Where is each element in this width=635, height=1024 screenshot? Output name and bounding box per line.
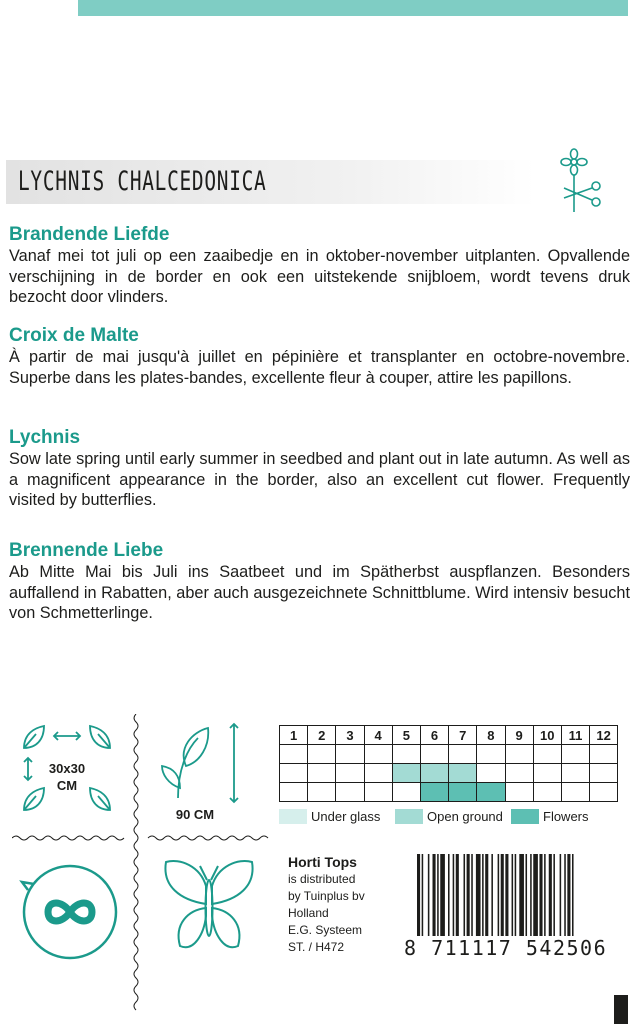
calendar-cell	[561, 745, 589, 764]
barcode-bar	[544, 854, 546, 936]
calendar-cell	[533, 745, 561, 764]
section-title: Lychnis	[9, 427, 81, 448]
distributor-line: Holland	[288, 906, 329, 920]
top-accent-bar	[78, 0, 628, 16]
section-text: À partir de mai jusqu'à juillet en pépinière et transplanter en octobre-novembre. Superbe dans les plates-bandes, excellente fleur à couper, attire les papillons.	[9, 348, 630, 387]
calendar-cell	[449, 764, 477, 783]
barcode-bar	[428, 854, 430, 936]
barcode-bar	[417, 854, 420, 936]
barcode-bar	[530, 854, 532, 936]
barcode-bar	[505, 854, 508, 936]
barcode-bar	[539, 854, 542, 936]
barcode-bar	[519, 854, 524, 936]
corner-mark	[614, 995, 628, 1024]
calendar-cell	[533, 783, 561, 802]
month-cell: 4	[364, 726, 392, 745]
perennial-infinity-icon	[18, 860, 122, 964]
calendar-cell	[364, 783, 392, 802]
latin-name: LYCHNIS CHALCEDONICA	[18, 166, 267, 197]
barcode-bar	[515, 854, 517, 936]
barcode-bar	[433, 854, 436, 936]
calendar-cell	[420, 783, 448, 802]
calendar-header-row	[280, 726, 618, 745]
barcode-bar	[553, 854, 555, 936]
barcode-bar	[533, 854, 538, 936]
section-text: Sow late spring until early summer in seedbed and plant out in late autumn. As well as a magnificent appearance in the border, also an excellent cut flower. Frequently visited by butterflies.	[9, 450, 630, 509]
plant-height-icon	[158, 718, 248, 813]
calendar-cell	[420, 745, 448, 764]
barcode-bar	[476, 854, 481, 936]
legend-label: Flowers	[543, 808, 589, 824]
calendar-cell	[420, 764, 448, 783]
spacing-label: 30x30 CM	[48, 761, 86, 793]
calendar-row	[280, 764, 618, 783]
month-cell: 2	[308, 726, 336, 745]
calendar-cell	[477, 764, 505, 783]
barcode-bar	[567, 854, 570, 936]
legend-label: Under glass	[311, 808, 381, 824]
calendar-cell	[308, 783, 336, 802]
calendar-cell	[590, 764, 618, 783]
month-cell: 8	[477, 726, 505, 745]
barcode-bar	[440, 854, 445, 936]
distributor-line: E.G. Systeem	[288, 923, 363, 937]
brand-name: Horti Tops	[288, 854, 357, 870]
barcode-bar	[485, 854, 488, 936]
month-cell: 5	[392, 726, 420, 745]
barcode-bar	[491, 854, 493, 936]
month-cell: 7	[449, 726, 477, 745]
month-cell: 9	[505, 726, 533, 745]
barcode-bar	[453, 854, 455, 936]
calendar-cell	[449, 745, 477, 764]
barcode-number: 8 711117 542506	[404, 936, 608, 960]
calendar-cell	[392, 764, 420, 783]
barcode-bar	[549, 854, 552, 936]
butterfly-icon	[160, 856, 258, 962]
barcode-bar	[467, 854, 470, 936]
barcode-bar	[512, 854, 514, 936]
calendar-row	[280, 745, 618, 764]
barcode-bar	[464, 854, 466, 936]
calendar-cell	[505, 783, 533, 802]
section-french	[9, 325, 630, 388]
month-cell: 12	[590, 726, 618, 745]
section-text: Vanaf mei tot juli op een zaaibedje en in oktober-november uitplanten. Opvallende verschijning in de border en ook een uitstekende snijbloem, wordt tevens druk bezocht door vlinders.	[9, 247, 630, 306]
barcode-bar	[471, 854, 473, 936]
calendar-cell	[336, 764, 364, 783]
height-label: 90 CM	[175, 807, 215, 822]
calendar-cell	[590, 783, 618, 802]
calendar-cell	[308, 764, 336, 783]
barcode-bar	[501, 854, 504, 936]
barcode-bar	[456, 854, 459, 936]
barcode-bar	[448, 854, 450, 936]
calendar-cell	[280, 783, 308, 802]
calendar-cell	[364, 745, 392, 764]
calendar-cell	[364, 764, 392, 783]
distributor-info	[288, 854, 365, 956]
section-german	[9, 540, 630, 624]
calendar-cell	[477, 783, 505, 802]
calendar-cell	[505, 745, 533, 764]
legend-swatch	[511, 809, 539, 824]
distributor-line: by Tuinplus bv	[288, 889, 365, 903]
month-cell: 10	[533, 726, 561, 745]
month-cell: 1	[280, 726, 308, 745]
legend-label: Open ground	[427, 808, 503, 824]
calendar-cell	[336, 783, 364, 802]
calendar-cell	[392, 745, 420, 764]
legend-swatch	[395, 809, 423, 824]
legend-under-glass	[279, 806, 380, 826]
flower-scissors-icon	[556, 148, 604, 216]
calendar-cell	[392, 783, 420, 802]
barcode-bar	[572, 854, 574, 936]
legend-flowers	[511, 806, 589, 826]
calendar-cell	[561, 764, 589, 783]
calendar-cell	[590, 745, 618, 764]
calendar-cell	[308, 745, 336, 764]
barcode-bar	[498, 854, 500, 936]
section-title: Brennende Liebe	[9, 540, 164, 561]
legend-open-ground	[395, 806, 503, 826]
legend-swatch	[279, 809, 307, 824]
calendar-cell	[505, 764, 533, 783]
month-cell: 3	[336, 726, 364, 745]
barcode-bar	[560, 854, 562, 936]
section-title: Croix de Malte	[9, 325, 139, 346]
month-cell: 11	[561, 726, 589, 745]
wavy-vertical-divider	[132, 714, 140, 1014]
calendar-cell	[477, 745, 505, 764]
section-title: Brandende Liefde	[9, 224, 170, 245]
barcode-bar	[564, 854, 566, 936]
calendar-cell	[280, 764, 308, 783]
section-english	[9, 427, 630, 511]
section-text: Ab Mitte Mai bis Juli ins Saatbeet und im Spätherbst auspflanzen. Besonders auffallend in Rabatten, aber auch ausgezeichnete Schnittblume. Wird intensiv besucht von Schmetterlinge.	[9, 563, 630, 622]
distributor-line: ST. / H472	[288, 940, 345, 954]
wavy-divider	[12, 833, 270, 843]
distributor-line: is distributed	[288, 872, 356, 886]
barcode-bar	[422, 854, 424, 936]
section-dutch	[9, 224, 630, 308]
calendar-cell	[561, 783, 589, 802]
calendar-cell	[449, 783, 477, 802]
calendar-row	[280, 783, 618, 802]
month-cell: 6	[420, 726, 448, 745]
barcode-bar	[482, 854, 484, 936]
barcode-bar	[437, 854, 439, 936]
calendar-cell	[280, 745, 308, 764]
barcode-bar	[526, 854, 528, 936]
calendar-cell	[533, 764, 561, 783]
sowing-calendar	[279, 725, 618, 802]
calendar-cell	[336, 745, 364, 764]
